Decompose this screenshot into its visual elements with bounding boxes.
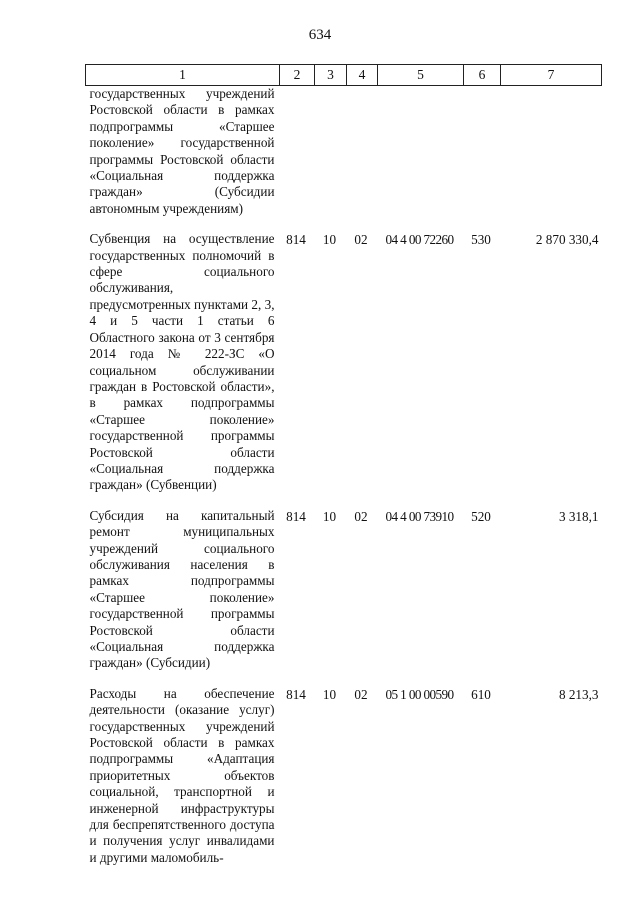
row-subsection-code: 02: [354, 686, 368, 702]
row-expense-type: 520: [471, 508, 491, 524]
row-target-article: 04 4 00 73910: [385, 508, 454, 524]
row-section-code: [315, 86, 347, 232]
row-section-code: 10: [322, 508, 337, 524]
page-number: 634: [308, 27, 332, 43]
table-row: [86, 86, 602, 232]
column-number-4: 4: [347, 65, 378, 86]
row-description: государственных учреждений Ростовской области в рамках подпрограммы «Старшее поколение» государственной программы Ростовской области «Социальная поддержка граждан» (Субсидии автономным учреждениям): [89, 86, 275, 216]
row-description: Расходы на обеспечение деятельности (оказание услуг) государственных учреждений Ростовской области в рамках подпрограммы «Адаптация приоритетных объектов социальной, транспортной и инженерной инфраструктуры для беспрепятственного доступа и получения услуг инвалидами и другими маломобиль-: [89, 685, 275, 865]
row-expense-type: 610: [471, 686, 491, 702]
column-number-3: 3: [315, 65, 347, 86]
row-expense-type: [464, 86, 501, 232]
row-subsection-code: [347, 86, 378, 232]
row-description: Субвенция на осуществление государственных полномочий в сфере социального обслуживания, предусмотренных пунктами 2, 3, 4 и 5 части 1 статьи 6 Областного закона от 3 сентября 2014 года № 222-ЗС «О социальном обслуживании граждан в Ростовской области», в рамках подпрограммы «Старшее поколение» государственной программы Ростовской области «Социальная поддержка граждан» (Субвенции): [89, 231, 275, 493]
row-amount: 2 870 330,4: [535, 232, 599, 248]
row-expense-type: 530: [471, 232, 491, 248]
row-ministry-code: 814: [286, 232, 306, 248]
row-section-code: 10: [322, 686, 337, 702]
row-amount: [501, 86, 602, 232]
row-description: Субсидия на капитальный ремонт муниципальных учреждений социального обслуживания населения в рамках подпрограммы «Старшее поколение» государственной программы Ростовской области «Социальная поддержка граждан» (Субсидии): [89, 507, 275, 671]
row-target-article: 05 1 00 00590: [385, 686, 454, 702]
table-row: [86, 231, 602, 508]
row-target-article: [378, 86, 464, 232]
column-number-5: 5: [378, 65, 464, 86]
column-number-7: 7: [501, 65, 602, 86]
row-subsection-code: 02: [354, 232, 368, 248]
row-ministry-code: 814: [286, 508, 306, 524]
column-number-6: 6: [464, 65, 501, 86]
row-ministry-code: 814: [286, 686, 306, 702]
row-target-article: 04 4 00 72260: [385, 232, 454, 248]
table-row: [86, 508, 602, 686]
column-number-header: [86, 65, 602, 86]
table-row: [86, 686, 602, 880]
row-ministry-code: [280, 86, 315, 232]
row-subsection-code: 02: [354, 508, 368, 524]
row-amount: 3 318,1: [558, 508, 599, 524]
column-number-2: 2: [280, 65, 315, 86]
row-amount: 8 213,3: [558, 686, 599, 702]
budget-table: [85, 64, 602, 880]
column-number-1: 1: [86, 65, 280, 86]
row-section-code: 10: [322, 232, 337, 248]
